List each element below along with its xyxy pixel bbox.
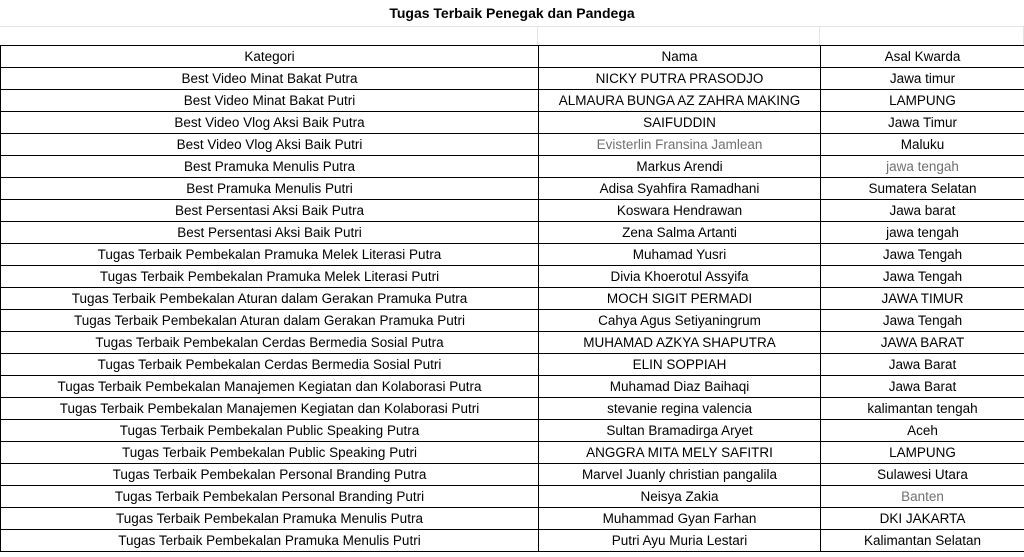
table-row <box>1 266 1024 288</box>
cell-nama[interactable]: Evisterlin Fransina Jamlean <box>539 134 821 156</box>
cell-asal[interactable]: JAWA TIMUR <box>821 288 1024 310</box>
cell-nama[interactable]: SAIFUDDIN <box>539 112 821 134</box>
cell-kategori[interactable]: Tugas Terbaik Pembekalan Pramuka Menulis Putri <box>1 530 539 552</box>
cell-kategori[interactable]: Tugas Terbaik Pembekalan Aturan dalam Gerakan Pramuka Putri <box>1 310 539 332</box>
table-row <box>1 244 1024 266</box>
cell-nama[interactable]: ALMAURA BUNGA AZ ZAHRA MAKING <box>539 90 821 112</box>
cell-kategori[interactable]: Best Video Vlog Aksi Baik Putri <box>1 134 539 156</box>
cell-asal[interactable]: DKI JAKARTA <box>821 508 1024 530</box>
empty-row <box>0 26 1024 45</box>
cell-kategori[interactable]: Tugas Terbaik Pembekalan Pramuka Melek Literasi Putra <box>1 244 539 266</box>
table-row <box>1 376 1024 398</box>
cell-nama[interactable]: Muhamad Diaz Baihaqi <box>539 376 821 398</box>
table-row <box>1 310 1024 332</box>
table-row <box>1 90 1024 112</box>
header-kategori[interactable]: Kategori <box>1 46 539 68</box>
cell-kategori[interactable]: Tugas Terbaik Pembekalan Pramuka Menulis Putra <box>1 508 539 530</box>
cell-nama[interactable]: Koswara Hendrawan <box>539 200 821 222</box>
table-row <box>1 530 1024 552</box>
cell-asal[interactable]: Jawa Barat <box>821 376 1024 398</box>
table-row <box>1 464 1024 486</box>
header-asal-kwarda[interactable]: Asal Kwarda <box>821 46 1024 68</box>
sheet-title: Tugas Terbaik Penegak dan Pandega <box>389 5 635 21</box>
header-row <box>1 46 1024 68</box>
cell-nama[interactable]: Muhammad Gyan Farhan <box>539 508 821 530</box>
cell-asal[interactable]: Kalimantan Selatan <box>821 530 1024 552</box>
cell-nama[interactable]: ANGGRA MITA MELY SAFITRI <box>539 442 821 464</box>
cell-asal[interactable]: jawa tengah <box>821 156 1024 178</box>
cell-kategori[interactable]: Tugas Terbaik Pembekalan Public Speaking Putri <box>1 442 539 464</box>
cell-kategori[interactable]: Tugas Terbaik Pembekalan Cerdas Bermedia Sosial Putra <box>1 332 539 354</box>
header-nama[interactable]: Nama <box>539 46 821 68</box>
cell-nama[interactable]: NICKY PUTRA PRASODJO <box>539 68 821 90</box>
cell-asal[interactable]: Sulawesi Utara <box>821 464 1024 486</box>
table-row <box>1 156 1024 178</box>
cell-kategori[interactable]: Best Video Minat Bakat Putri <box>1 90 539 112</box>
table-row <box>1 354 1024 376</box>
cell-kategori[interactable]: Tugas Terbaik Pembekalan Manajemen Kegiatan dan Kolaborasi Putra <box>1 376 539 398</box>
cell-asal[interactable]: Jawa timur <box>821 68 1024 90</box>
cell-nama[interactable]: Muhamad Yusri <box>539 244 821 266</box>
cell-asal[interactable]: JAWA BARAT <box>821 332 1024 354</box>
cell-nama[interactable]: Adisa Syahfira Ramadhani <box>539 178 821 200</box>
cell-asal[interactable]: LAMPUNG <box>821 442 1024 464</box>
cell-nama[interactable]: stevanie regina valencia <box>539 398 821 420</box>
table-row <box>1 442 1024 464</box>
table-row <box>1 486 1024 508</box>
table-row <box>1 68 1024 90</box>
cell-asal[interactable]: Jawa Tengah <box>821 244 1024 266</box>
cell-kategori[interactable]: Tugas Terbaik Pembekalan Public Speaking Putra <box>1 420 539 442</box>
cell-asal[interactable]: Maluku <box>821 134 1024 156</box>
cell-asal[interactable]: Banten <box>821 486 1024 508</box>
cell-nama[interactable]: MUHAMAD AZKYA SHAPUTRA <box>539 332 821 354</box>
cell-asal[interactable]: Jawa Tengah <box>821 266 1024 288</box>
cell-nama[interactable]: Zena Salma Artanti <box>539 222 821 244</box>
empty-cell[interactable] <box>538 27 820 45</box>
cell-kategori[interactable]: Best Pramuka Menulis Putra <box>1 156 539 178</box>
table-row <box>1 398 1024 420</box>
table-body <box>1 68 1024 552</box>
table-row <box>1 222 1024 244</box>
cell-kategori[interactable]: Tugas Terbaik Pembekalan Pramuka Melek Literasi Putri <box>1 266 539 288</box>
table-row <box>1 288 1024 310</box>
cell-kategori[interactable]: Tugas Terbaik Pembekalan Aturan dalam Gerakan Pramuka Putra <box>1 288 539 310</box>
cell-asal[interactable]: Jawa Barat <box>821 354 1024 376</box>
table-row <box>1 178 1024 200</box>
winners-table <box>0 45 1024 552</box>
empty-cell[interactable] <box>820 27 1024 45</box>
cell-nama[interactable]: Cahya Agus Setiyaningrum <box>539 310 821 332</box>
cell-asal[interactable]: kalimantan tengah <box>821 398 1024 420</box>
cell-kategori[interactable]: Tugas Terbaik Pembekalan Personal Branding Putri <box>1 486 539 508</box>
cell-nama[interactable]: Neisya Zakia <box>539 486 821 508</box>
cell-asal[interactable]: Jawa Timur <box>821 112 1024 134</box>
cell-kategori[interactable]: Tugas Terbaik Pembekalan Manajemen Kegiatan dan Kolaborasi Putri <box>1 398 539 420</box>
cell-asal[interactable]: Sumatera Selatan <box>821 178 1024 200</box>
table-row <box>1 420 1024 442</box>
table-row <box>1 200 1024 222</box>
empty-cell[interactable] <box>0 27 538 45</box>
table-row <box>1 508 1024 530</box>
cell-asal[interactable]: jawa tengah <box>821 222 1024 244</box>
cell-nama[interactable]: MOCH SIGIT PERMADI <box>539 288 821 310</box>
table-row <box>1 112 1024 134</box>
cell-kategori[interactable]: Tugas Terbaik Pembekalan Personal Branding Putra <box>1 464 539 486</box>
cell-nama[interactable]: Sultan Bramadirga Aryet <box>539 420 821 442</box>
cell-asal[interactable]: Aceh <box>821 420 1024 442</box>
cell-kategori[interactable]: Best Persentasi Aksi Baik Putra <box>1 200 539 222</box>
cell-kategori[interactable]: Best Persentasi Aksi Baik Putri <box>1 222 539 244</box>
cell-nama[interactable]: Divia Khoerotul Assyifa <box>539 266 821 288</box>
cell-nama[interactable]: ELIN SOPPIAH <box>539 354 821 376</box>
cell-nama[interactable]: Markus Arendi <box>539 156 821 178</box>
cell-kategori[interactable]: Best Video Minat Bakat Putra <box>1 68 539 90</box>
table-row <box>1 134 1024 156</box>
cell-asal[interactable]: LAMPUNG <box>821 90 1024 112</box>
cell-kategori[interactable]: Best Pramuka Menulis Putri <box>1 178 539 200</box>
cell-kategori[interactable]: Tugas Terbaik Pembekalan Cerdas Bermedia Sosial Putri <box>1 354 539 376</box>
cell-asal[interactable]: Jawa Tengah <box>821 310 1024 332</box>
cell-nama[interactable]: Marvel Juanly christian pangalila <box>539 464 821 486</box>
table-row <box>1 332 1024 354</box>
cell-kategori[interactable]: Best Video Vlog Aksi Baik Putra <box>1 112 539 134</box>
cell-nama[interactable]: Putri Ayu Muria Lestari <box>539 530 821 552</box>
cell-asal[interactable]: Jawa barat <box>821 200 1024 222</box>
